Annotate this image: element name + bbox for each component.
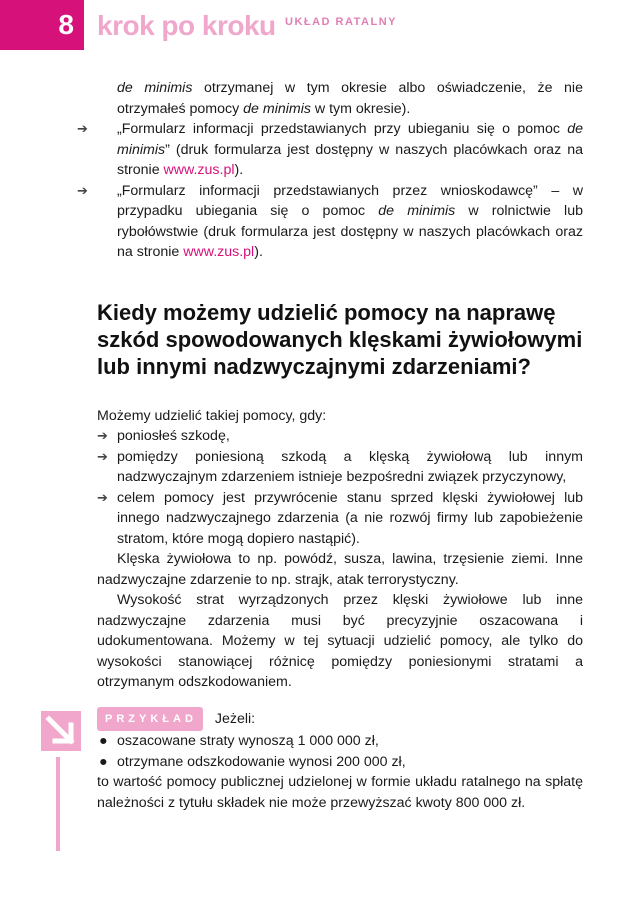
forms-list <box>77 119 583 263</box>
bullet-icon: ● <box>99 733 108 749</box>
arrow-right-icon: ➔ <box>97 489 108 505</box>
item-text: pomiędzy poniesioną szkodą a klęską żywiołową lub innym nadzwyczajnym zdarzeniem istnieje bezpośredni związek przyczynowy, <box>117 448 583 485</box>
term-de-minimis: de minimis <box>378 203 456 219</box>
item-text: w rolnictwie lub rybołówstwie (druk formularza jest dostępny w naszych placówkach oraz na stronie <box>117 203 583 260</box>
page-number: 8 <box>0 0 84 50</box>
example-conclusion: to wartość pomocy publicznej udzielonej w formie układu ratalnego na spłatę należności z tytułu składek nie może przewyższać kwoty 800 000 zł. <box>97 774 583 811</box>
arrow-right-icon: ➔ <box>77 182 88 198</box>
item-text: poniosłeś szkodę, <box>117 428 230 444</box>
section-title: krok po kroku <box>97 10 276 41</box>
arrow-right-icon: ➔ <box>97 448 108 464</box>
list-item <box>77 181 583 263</box>
list-item <box>97 447 583 488</box>
example-badge: PRZYKŁAD <box>97 707 203 732</box>
section-heading: Kiedy możemy udzielić pomocy na naprawę szkód spowodowanych klęskami żywiołowymi lub innymi nadzwyczajnymi zdarzeniami? <box>97 299 583 379</box>
item-text: ). <box>234 162 244 178</box>
arrow-right-icon: ➔ <box>97 428 108 443</box>
item-text: „Formularz informacji przedstawianych przez wnioskodawcę” – w przypadku ubiegania się o pomoc <box>117 182 583 219</box>
item-text: ” (druk formularza jest dostępny w naszych placówkach oraz na stronie <box>117 141 583 178</box>
paragraph-losses: Wysokość strat wyrządzonych przez klęski żywiołowe lub inne nadzwyczajne zdarzenia musi być precyzyjnie oszacowana i udokumentowana. Możemy w tej sytuacji udzielić pomocy, ale tylko do wysokości stanowiącej różnicę pomiędzy poniesionymi stratami a otrzymanym odszkodowaniem. <box>97 592 583 690</box>
conditions-list <box>97 426 583 549</box>
bullet-icon: ● <box>99 753 108 770</box>
example-rule <box>56 757 60 851</box>
list-item <box>97 488 583 550</box>
paragraph-examples: Klęska żywiołowa to np. powódź, susza, lawina, trzęsienie ziemi. Inne nadzwyczajne zdarzenie to np. strajk, atak terrorystyczny. <box>97 551 583 588</box>
intro-text: otrzymanej w tym okresie albo oświadczenie, że nie otrzymałeś pomocy <box>117 80 583 117</box>
conditions-lead: Możemy udzielić takiej pomocy, gdy: <box>97 407 327 424</box>
example-bullets <box>97 731 583 772</box>
intro-text: w tym okresie). <box>310 100 411 117</box>
zus-link[interactable]: www.zus.pl <box>163 162 235 178</box>
term-de-minimis: de minimis <box>243 100 311 117</box>
item-text: celem pomocy jest przywrócenie stanu sprzed klęski żywiołowej lub innego nadzwyczajnego zdarzenia (a nie rozwój firmy lub zapobieżenie stratom, które mogą dopiero nastąpić). <box>117 489 583 547</box>
example-lead: Jeżeli: <box>214 710 256 727</box>
item-text: „Formularz informacji przedstawianych przy ubieganiu się o pomoc <box>117 121 568 137</box>
list-item <box>97 752 583 773</box>
example-box <box>97 707 583 814</box>
intro-continuation <box>97 78 583 119</box>
list-item <box>97 731 583 752</box>
list-item <box>77 119 583 181</box>
item-text: oszacowane straty wynoszą 1 000 000 zł, <box>117 733 379 749</box>
page-content <box>77 78 583 813</box>
arrow-right-icon: ➔ <box>77 121 88 136</box>
term-de-minimis: de minimis <box>117 80 193 96</box>
section-subtitle: UKŁAD RATALNY <box>285 16 397 28</box>
list-item <box>97 426 583 447</box>
arrow-down-right-icon <box>41 711 81 751</box>
zus-link[interactable]: www.zus.pl <box>183 244 255 260</box>
item-text: ). <box>254 244 263 260</box>
item-text: otrzymane odszkodowanie wynosi 200 000 zł, <box>117 753 406 770</box>
example-header <box>97 707 583 732</box>
term-de-minimis: de minimis <box>117 121 583 158</box>
